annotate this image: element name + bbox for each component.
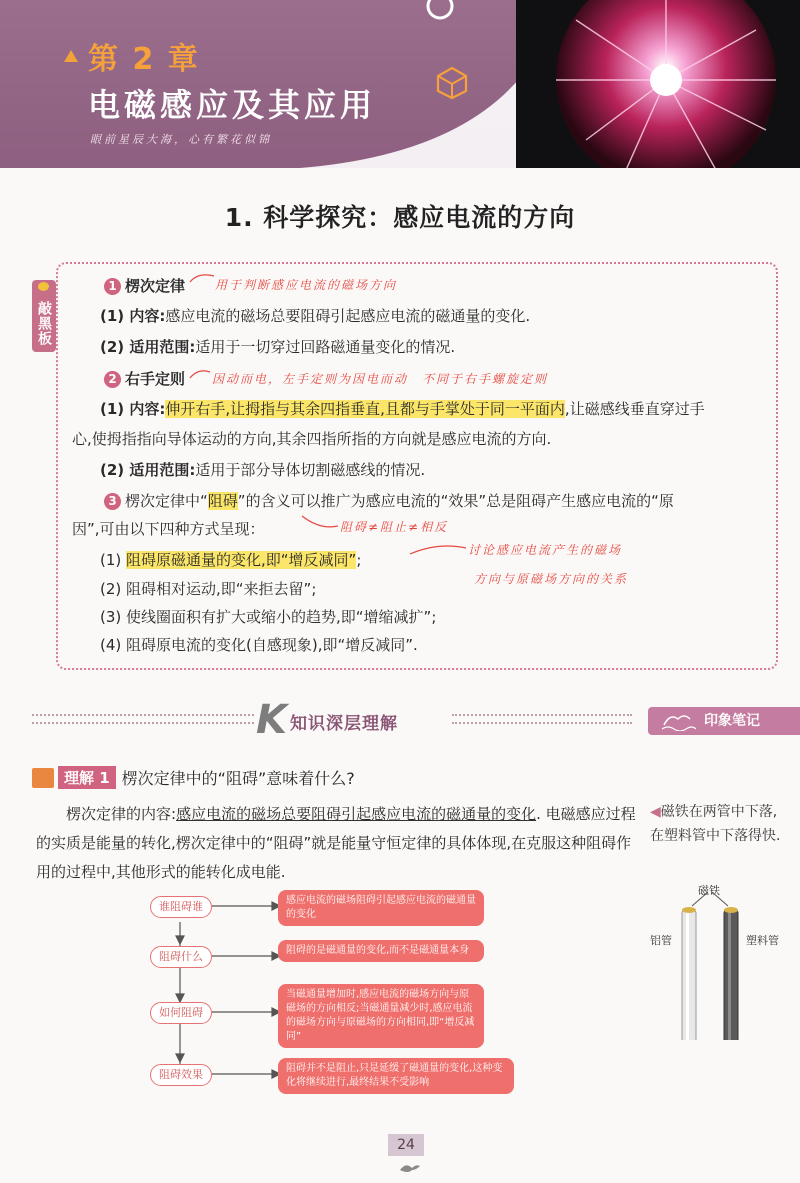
point-3-intro-line2: 因”,可由以下四种方式呈现：	[72, 520, 265, 538]
point-3-intro	[104, 490, 674, 511]
point-3-item-3: (3) 使线圈面积有扩大或缩小的趋势,即“增缩减扩”;	[100, 608, 437, 626]
point-1-scope	[100, 336, 455, 357]
handwritten-note: 讨论感应电流产生的磁场	[468, 543, 623, 557]
plastic-tube-label: 塑料管	[746, 934, 779, 947]
text: ”的含义可以推广为感应电流的“效果”总是阻碍产生感应电流的“原	[237, 492, 674, 510]
section-title: 1. 科学探究：感应电流的方向	[224, 203, 576, 232]
point-title: 楞次定律	[125, 277, 186, 295]
understanding-heading	[32, 766, 355, 789]
elephant-wave-icon	[660, 711, 696, 731]
notes-tab	[648, 707, 800, 735]
triangle-left-icon: ◀	[650, 804, 661, 820]
bird-icon	[398, 1160, 422, 1176]
text: 楞次定律中“	[125, 492, 208, 510]
text: 感应电流的磁场总要阻碍引起感应电流的磁通量的变化.	[165, 307, 531, 325]
side-note	[650, 800, 790, 848]
understanding-badge: 理解 1	[58, 766, 116, 789]
highlighted-text: 伸开右手,让拇指与其余四指垂直,且都与手掌处于同一平面内	[165, 400, 565, 418]
annotation-arrow-icon	[188, 366, 212, 382]
point-3-item-2: (2) 阻碍相对运动,即“来拒去留”;	[100, 580, 317, 598]
flow-answer: 阻碍并不是阻止,只是延缓了磁通量的变化,这种变化将继续进行,最终结果不受影响	[278, 1058, 514, 1094]
tubes-illustration	[650, 880, 790, 1044]
chapter-title: 电磁感应及其应用	[88, 86, 377, 124]
handwritten-note: 阻碍≠阻止≠相反	[340, 520, 449, 534]
point-number: 3	[104, 493, 121, 510]
point-1-content	[100, 305, 530, 326]
handwritten-note: 用于判断感应电流的磁场方向	[215, 278, 398, 292]
flow-question: 阻碍什么	[150, 946, 212, 968]
point-2-content	[100, 398, 705, 419]
label: (2) 适用范围:	[100, 338, 196, 356]
aluminum-tube-label: 铝管	[650, 934, 672, 947]
text: 适用于一切穿过回路磁通量变化的情况.	[195, 338, 456, 356]
flow-question: 阻碍效果	[150, 1064, 212, 1086]
knowledge-band	[32, 697, 632, 743]
annotation-arrow-icon	[188, 270, 218, 286]
annotation-arrow-icon	[300, 512, 340, 534]
text: (1)	[100, 551, 127, 569]
point-2-content-line2: 心,使拇指指向导体运动的方向,其余四指所指的方向就是感应电流的方向.	[72, 430, 552, 448]
flow-question: 谁阻碍谁	[150, 896, 212, 918]
chapter-number: 第 2 章	[88, 42, 200, 77]
point-title: 右手定则	[125, 370, 186, 388]
magnet-label: 磁铁	[698, 884, 720, 897]
text: ,让磁感线垂直穿过手	[564, 400, 705, 418]
point-number: 2	[104, 371, 121, 388]
point-2-scope	[100, 459, 425, 480]
understanding-paragraph	[36, 800, 636, 887]
label: (1) 内容:	[100, 307, 166, 325]
handwritten-note: 因动而电，左手定则为因电而动 不同于右手螺旋定则	[212, 372, 549, 386]
page-number: 24	[388, 1134, 424, 1156]
side-note-text: 磁铁在两管中下落,在塑料管中下落得快.	[650, 804, 781, 844]
highlighted-text: 阻碍原磁通量的变化,即“增反减同”	[126, 551, 357, 569]
highlighted-text: 阻碍	[207, 492, 238, 510]
flow-question: 如何阻碍	[150, 1002, 212, 1024]
handwritten-note: 方向与原磁场方向的关系	[474, 572, 629, 586]
point-3-item-4: (4) 阻碍原电流的变化(自感现象),即“增反减同”.	[100, 636, 418, 654]
point-2-heading	[104, 368, 185, 389]
label: (1) 内容:	[100, 400, 166, 418]
divider	[452, 714, 632, 724]
point-1-heading	[104, 275, 185, 296]
annotation-arrow-icon	[408, 540, 468, 560]
plasma-ball-image	[516, 0, 800, 168]
label: (2) 适用范围:	[100, 461, 196, 479]
ring-decoration	[420, 0, 460, 30]
key-points-tab-label: 敲黑板	[36, 300, 52, 346]
text: 楞次定律的内容:	[66, 805, 177, 823]
bulb-icon	[38, 282, 49, 291]
book-icon	[32, 768, 54, 788]
key-points-tab	[32, 280, 56, 352]
flow-answer: 感应电流的磁场阻碍引起感应电流的磁通量的变化	[278, 890, 484, 926]
flow-answer: 阻碍的是磁通量的变化,而不是磁通量本身	[278, 940, 484, 962]
text: . 电磁感应过程的实质是能量的转化,楞次定律中的“阻碍”就是能量守恒定律的具体体现,在克服这种阻碍作用的过程中,其他形式的能转化成电能.	[36, 805, 636, 881]
text: ;	[356, 551, 362, 569]
chapter-banner	[0, 0, 800, 168]
underlined-text: 感应电流的磁场总要阻碍引起感应电流的磁通量的变化	[176, 805, 537, 823]
cube-icon	[435, 66, 469, 100]
flow-connectors	[140, 890, 290, 1090]
chapter-label	[64, 34, 200, 78]
understanding-question: 楞次定律中的“阻碍”意味着什么?	[121, 769, 355, 788]
knowledge-title: 知识深层理解	[290, 714, 398, 734]
point-3-item-1	[100, 549, 361, 570]
triangle-icon	[64, 50, 78, 62]
notes-tab-label: 印象笔记	[704, 713, 760, 729]
chapter-motto: 眼前星辰大海，心有繁花似锦	[90, 133, 272, 146]
flow-answer: 当磁通量增加时,感应电流的磁场方向与原磁场的方向相反;当磁通量减少时,感应电流的磁场方向与原磁场的方向相同,即“增反减同”	[278, 984, 484, 1048]
text: 适用于部分导体切割磁感线的情况.	[195, 461, 426, 479]
k-logo: K	[256, 697, 287, 743]
point-number: 1	[104, 278, 121, 295]
divider	[32, 714, 254, 724]
